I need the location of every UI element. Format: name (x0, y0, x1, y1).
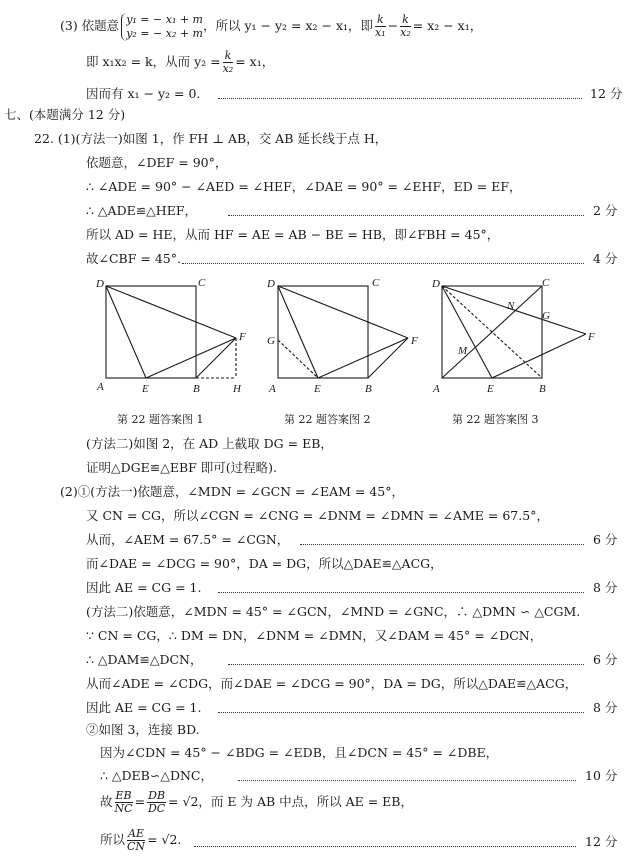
score-label: 8 分 (593, 580, 618, 595)
p2-line9: 从而∠ADE = ∠CDG，而∠DAE = ∠DCG = 90°，DA = DG，所以△DAE≌△ACG， (86, 676, 578, 691)
segment-ef (146, 338, 236, 378)
point-label: C (542, 277, 550, 289)
point-label: H (233, 383, 241, 395)
point-label: F (411, 335, 418, 347)
figure-2-caption: 第 22 题答案图 2 (284, 413, 371, 426)
point-label: E (487, 383, 494, 395)
point-label: C (372, 277, 380, 289)
score-label: 10 分 (585, 768, 618, 783)
p2-line12: 因为∠CDN = 45° − ∠BDG = ∠EDB，且∠DCN = 45° = ∠DBE， (100, 745, 499, 760)
point-label: A (433, 383, 440, 395)
figure-2 (262, 274, 432, 398)
figure-1 (90, 274, 260, 398)
point-label: M (458, 345, 468, 357)
leader-dots (300, 544, 584, 545)
segment-ge (278, 340, 318, 378)
point-label: G (542, 310, 550, 322)
leader-dots (194, 846, 576, 847)
score-label: 12 分 (585, 834, 618, 849)
point-label: E (314, 383, 321, 395)
p2-line6: (方法二)依题意，∠MDN = 45° = ∠GCN，∠MND = ∠GNC，∴ △DMN ∽ △CGM. (86, 604, 581, 619)
fraction-ae-cn: $\frac{AE}{CN}$ (127, 827, 146, 853)
score-label: 2 分 (593, 203, 618, 218)
point-label: N (507, 300, 515, 312)
score-label: 8 分 (593, 700, 618, 715)
point-label: F (588, 331, 595, 343)
figure-3-caption: 第 22 题答案图 3 (452, 413, 539, 426)
fraction-eb-nc: $\frac{EB}{NC}$ (114, 789, 133, 815)
point-label: D (432, 278, 440, 290)
point-label: F (239, 331, 246, 343)
point-label: D (96, 278, 104, 290)
score-label: 6 分 (593, 652, 618, 667)
figure-3 (428, 274, 608, 398)
m2-line2: 证明△DGE≌△EBF 即可(过程略). (86, 460, 278, 475)
q22-line1: 22. (1)(方法一)如图 1，作 FH ⊥ AB，交 AB 延长线于点 H， (34, 131, 388, 146)
point-label: B (539, 383, 546, 395)
segment-ef (492, 334, 586, 378)
score-label: 4 分 (593, 251, 618, 266)
p2-line5: 因此 AE = CG = 1. (86, 580, 202, 595)
leader-dots (228, 664, 584, 665)
p2-line13: ∴ △DEB∽△DNC， (100, 768, 213, 783)
q22-line5: 所以 AD = HE，从而 HF = AE = AB − BE = HB，即∠FBH = 45°， (86, 227, 500, 242)
section-title: 七、(本题满分 12 分) (4, 107, 126, 122)
part3-line3: 因而有 x₁ − y₂ = 0. (86, 86, 201, 101)
q22-line4: ∴ △ADE≌△HEF， (86, 203, 197, 218)
point-label: B (193, 383, 200, 395)
p2-line4: 而∠DAE = ∠DCG = 90°，DA = DG，所以△DAE≌△ACG， (86, 556, 443, 571)
q22-line2: 依题意，∠DEF = 90°， (86, 155, 228, 170)
point-label: E (142, 383, 149, 395)
part3-mid: ，所以 y₁ − y₂ = x₂ − x₁，即 (203, 18, 374, 33)
p2-line8: ∴ △DAM≌△DCN， (86, 652, 203, 667)
q22-line6: 故∠CBF = 45°. (86, 251, 181, 266)
score-label: 6 分 (593, 532, 618, 547)
figure-1-caption: 第 22 题答案图 1 (117, 413, 204, 426)
q22-line3: ∴ ∠ADE = 90° − ∠AED = ∠HEF，∠DAE = 90° = ∠EHF，ED = EF， (86, 179, 522, 194)
p2-line7: ∵ CN = CG，∴ DM = DN，∠DNM = ∠DMN，又∠DAM = 45° = ∠DCN， (86, 628, 543, 643)
square-abcd (106, 286, 196, 378)
fraction-k-x2-b: $\frac{k}{\text{x₂}}$ (222, 49, 234, 75)
point-label: C (198, 277, 206, 289)
leader-dots (218, 712, 584, 713)
p2-line11: ②如图 3，连接 BD. (86, 722, 200, 737)
p2-line15: 所以 $\frac{AE}{CN}$ = √2. (100, 827, 182, 853)
leader-dots (228, 215, 584, 216)
part3-line1: (3) 依题意 y₁ = − x₁ + m y₂ = − x₂ + m ，所以 y₁ − y₂ = x₂ − x₁，即 $\frac{k}{\text{x₁}}$ − $\frac{k}{\text{x₂}}$ = x₂ − x₁， (60, 12, 483, 40)
part3-prefix: (3) 依题意 (60, 18, 120, 33)
system-eq-2: y₂ = − x₂ + m (126, 26, 203, 40)
equation-system (121, 13, 203, 41)
segment-bf (196, 338, 236, 378)
p2-line1: (2)①(方法一)依题意，∠MDN = ∠GCN = ∠EAM = 45°， (60, 484, 404, 499)
leader-dots (238, 780, 576, 781)
m2-line1: (方法二)如图 2，在 AD 上截取 DG = EB， (86, 436, 333, 451)
fraction-db-dc: $\frac{DB}{DC}$ (147, 789, 166, 815)
leader-dots (182, 263, 584, 264)
point-label: B (365, 383, 372, 395)
p2-line3: 从而，∠AEM = 67.5° = ∠CGN， (86, 532, 290, 547)
part3-line2: 即 x₁x₂ = k，从而 y₂ = $\frac{k}{\text{x₂}}$ = x₁， (86, 49, 275, 75)
segment-ef (318, 338, 408, 378)
fraction-k-x1: $\frac{k}{\text{x₁}}$ (375, 13, 386, 39)
p2-line10: 因此 AE = CG = 1. (86, 700, 202, 715)
score-label: 12 分 (590, 86, 623, 101)
segment-bf (368, 338, 408, 378)
square-abcd (278, 286, 368, 378)
point-label: A (97, 381, 104, 393)
p2-line14: 故 $\frac{EB}{NC}$ = $\frac{DB}{DC}$ = √2，而 E 为 AB 中点，所以 AE = EB， (100, 789, 413, 815)
system-eq-1: y₁ = − x₁ + m (126, 12, 203, 26)
point-label: D (267, 278, 275, 290)
leader-dots (218, 592, 584, 593)
p2-line2: 又 CN = CG，所以∠CGN = ∠CNG = ∠DNM = ∠DMN = ∠AME = 67.5°， (86, 508, 549, 523)
fraction-k-x2: $\frac{k}{\text{x₂}}$ (400, 13, 411, 39)
point-label: A (269, 383, 276, 395)
leader-dots (218, 98, 582, 99)
point-label: G (267, 335, 275, 347)
